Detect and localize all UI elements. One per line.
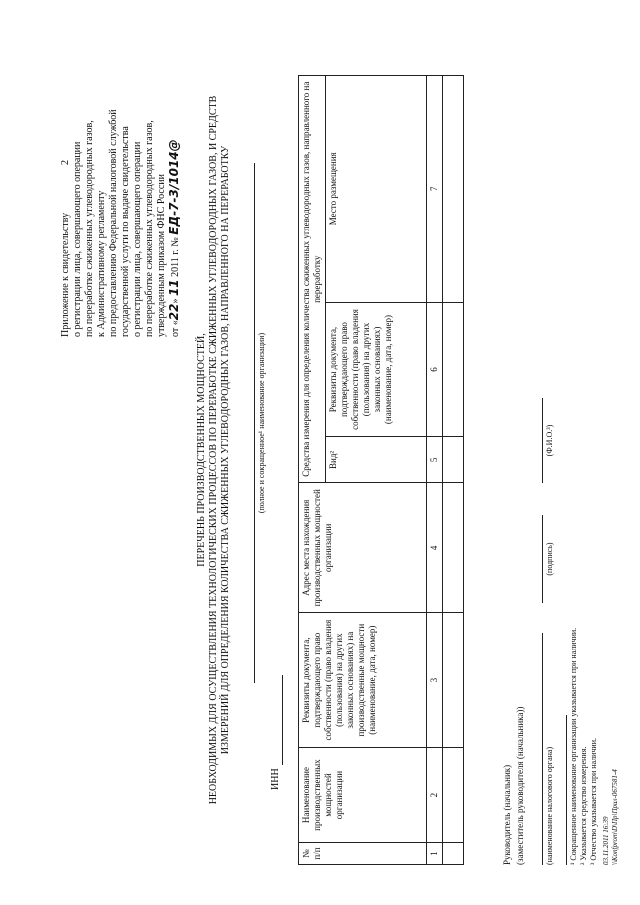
appendix-line: к Административному регламенту <box>96 190 107 337</box>
footnote-1: ¹ Сокращенное наименование организации указывается при наличии. <box>569 627 578 865</box>
header-location: Место размещения <box>326 76 427 303</box>
signature-line <box>542 515 543 603</box>
appendix-block <box>60 109 182 337</box>
appendix-line: по предоставлению Федеральной налоговой службой <box>108 109 119 337</box>
file-stamp <box>602 769 620 865</box>
column-number: 2 <box>427 748 443 843</box>
appendix-line: по переработке сжиженных углеводородных газов, <box>144 120 155 337</box>
header-capacity-name: Наименование производственных мощностей организации <box>299 748 427 843</box>
table-cell <box>443 748 464 843</box>
title-line-3: ИЗМЕРЕНИЙ ДЛЯ ОПРЕДЕЛЕНИЯ КОЛИЧЕСТВА СЖИЖЕННЫХ УГЛЕВОДОРОДНЫХ ГАЗОВ, НАПРАВЛЕННОГО НА ПЕРЕРАБОТКУ <box>220 145 231 755</box>
capacities-table <box>298 75 464 865</box>
head-title-line-2: (заместитель руководителя (начальника)) <box>515 706 525 865</box>
appendix-line: о регистрации лица, совершающего операции <box>72 141 83 337</box>
appendix-line: утвержденным приказом ФНС России <box>156 174 167 337</box>
appendix-line: государственной услуги по выдаче свидетельства <box>120 126 131 337</box>
column-number: 3 <box>427 613 443 748</box>
footnote-2: ² Указывается средство измерения. <box>579 746 588 865</box>
column-number: 6 <box>427 302 443 437</box>
header-number: № п/п <box>299 843 427 865</box>
appendix-line: о регистрации лица, совершающего операции <box>132 141 143 337</box>
column-number: 5 <box>427 437 443 483</box>
file-stamp-date: 03.11.2011 16:39 <box>602 816 610 865</box>
header-address: Адрес места нахождения производственных мощностей организации <box>299 483 427 613</box>
footnotes <box>569 628 599 865</box>
column-number: 7 <box>427 76 443 303</box>
appendix-date-line: от «22» 11 2011 г. № ЕД-7-3/1014@ <box>167 139 181 337</box>
table-cell <box>443 483 464 613</box>
organization-name-line <box>254 163 255 683</box>
handwritten-month: 11 <box>167 279 181 297</box>
column-number: 1 <box>427 843 443 865</box>
authority-line <box>542 633 543 865</box>
signature-caption: (подпись) <box>545 542 554 576</box>
authority-caption: (наименование налогового органа) <box>545 746 554 865</box>
organization-caption: (полное и сокращенное¹ наименование организации) <box>257 332 266 514</box>
table-header-row <box>299 76 326 865</box>
header-ownership-document: Реквизиты документа, подтверждающего право собственности (право владения (пользования) на других законных основаниях) на производственные мощности (наименование, дата, номер) <box>299 613 427 748</box>
appendix-line: по переработке сжиженных углеводородных газов, <box>84 120 95 337</box>
column-number: 4 <box>427 483 443 613</box>
table-cell <box>443 302 464 437</box>
handwritten-order-number: ЕД-7-3/1014@ <box>167 139 181 235</box>
document-title <box>196 15 232 885</box>
table-cell <box>443 76 464 303</box>
title-line-2: НЕОБХОДИМЫХ ДЛЯ ОСУЩЕСТВЛЕНИЯ ТЕХНОЛОГИЧЕСКИХ ПРОЦЕССОВ ПО ПЕРЕРАБОТКЕ СЖИЖЕННЫХ УГЛЕВОДОРОДНЫХ ГАЗОВ, И СРЕДСТВ <box>208 95 219 805</box>
footnote-3: ³ Отчество указывается при наличии. <box>589 738 598 865</box>
handwritten-day: 22 <box>167 303 181 321</box>
header-type: Вид² <box>326 437 427 483</box>
table-row <box>443 76 464 865</box>
table-cell <box>443 437 464 483</box>
file-stamp-path: \\Konfprom\D\Пр\Прил-067581-4 <box>611 769 619 865</box>
table-cell <box>443 843 464 865</box>
header-instrument-document: Реквизиты документа, подтверждающего право собственности (право владения (пользования) на других законных основаниях) (наименование, дата, номер) <box>326 302 427 437</box>
table-cell <box>443 613 464 748</box>
table-numbers-row <box>427 76 443 865</box>
head-title-line-1: Руководитель (начальник) <box>502 764 512 865</box>
title-line-1: ПЕРЕЧЕНЬ ПРОИЗВОДСТВЕННЫХ МОЩНОСТЕЙ, <box>196 333 207 567</box>
appendix-line: Приложение к свидетельству <box>60 212 71 337</box>
name-caption: (Ф.И.О.³) <box>545 424 554 457</box>
year: 2011 <box>170 257 181 277</box>
name-line <box>542 398 543 483</box>
page-number: 2 <box>60 160 71 165</box>
footnote-separator <box>566 715 567 865</box>
inn-label: ИНН <box>270 768 281 790</box>
header-measuring-instruments: Средства измерения для определения количества сжиженных углеводородных газов, направленного на переработку <box>299 76 326 483</box>
inn-line <box>282 675 283 765</box>
